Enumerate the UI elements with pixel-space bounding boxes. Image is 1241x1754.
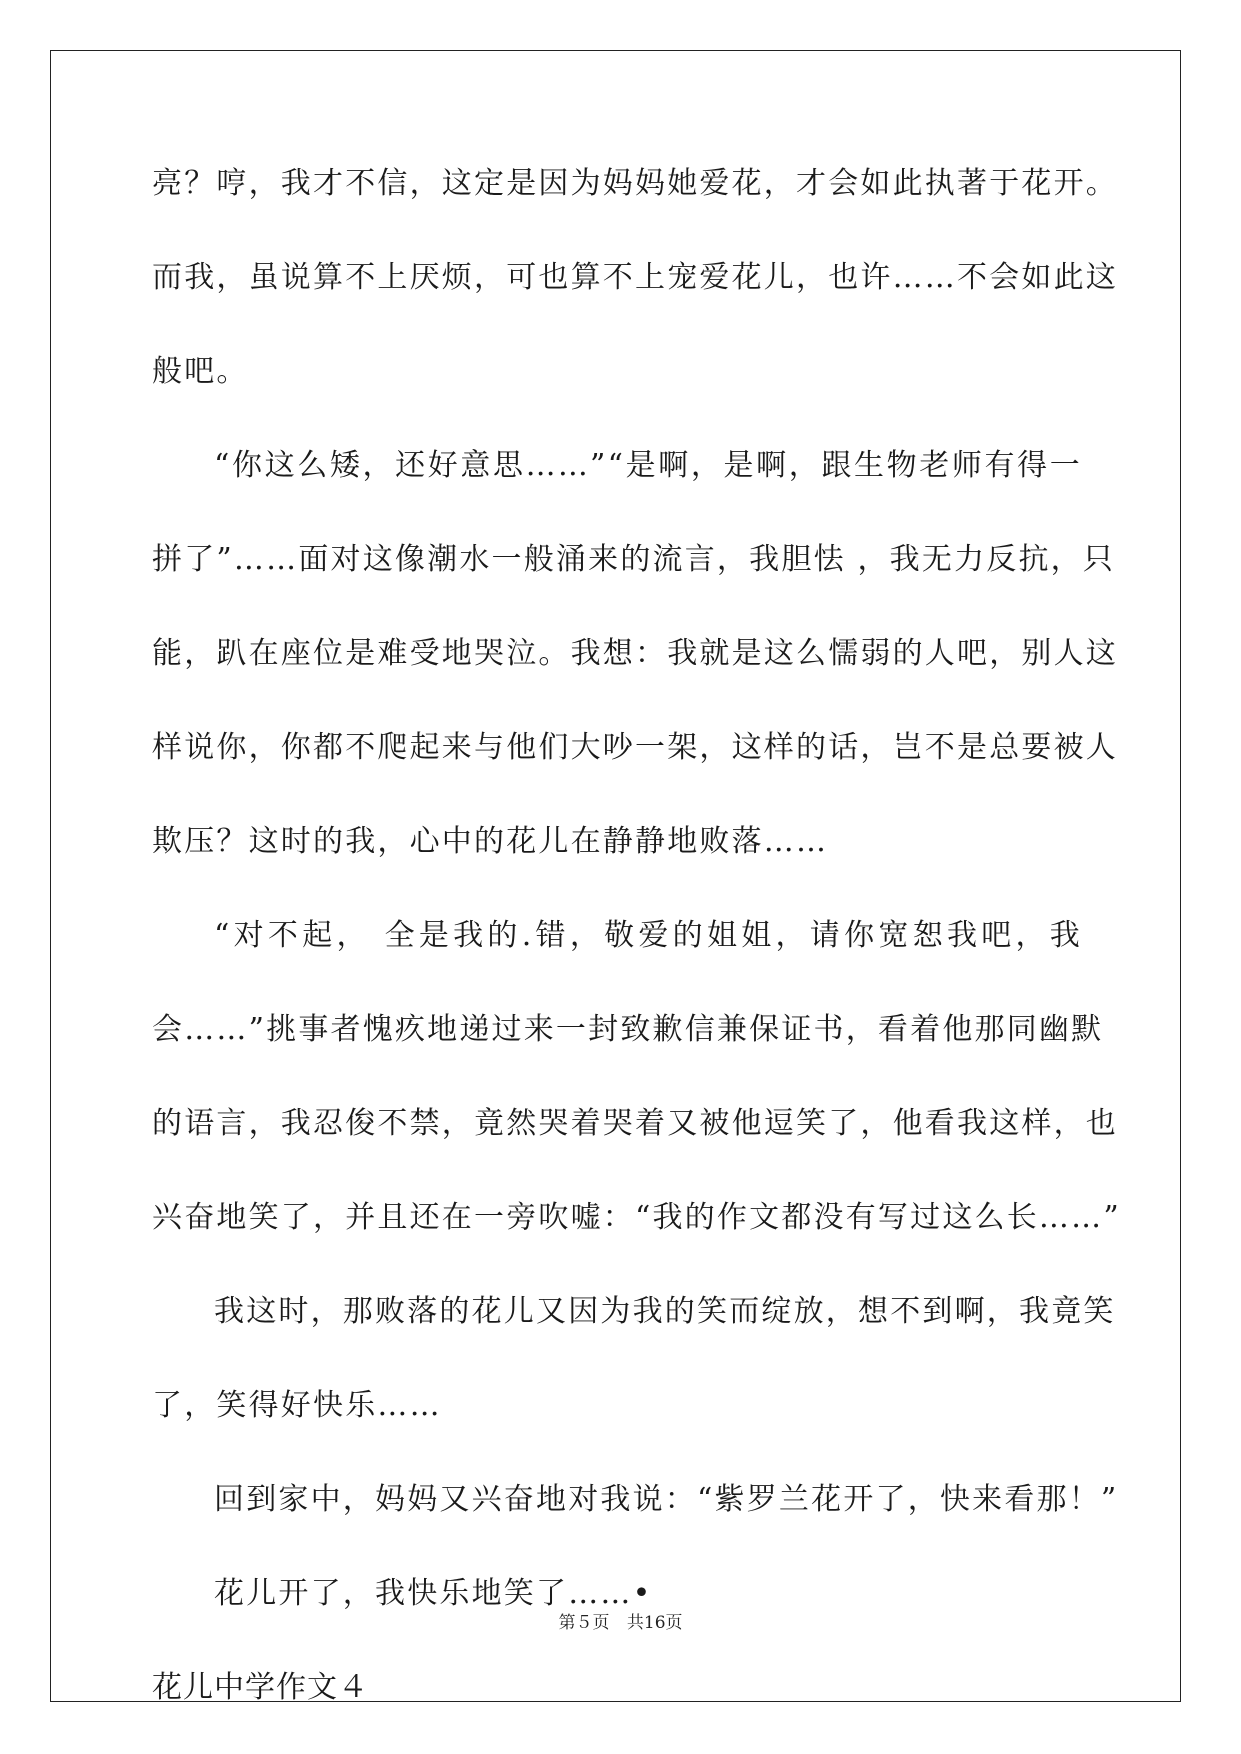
text-line: 的语言，我忍俊不禁，竟然哭着哭着又被他逗笑了，他看我这样，也	[152, 1106, 1118, 1141]
section-heading: 花儿中学作文４	[152, 1670, 369, 1705]
text-line: “你这么矮，还好意思……”“是啊，是啊，跟生物老师有得一	[214, 448, 1082, 483]
text-line: “对不起， 全是我的.错，敬爱的姐姐，请你宽恕我吧，我	[214, 918, 1082, 953]
text-line: 般吧。	[152, 354, 249, 389]
page-total: 共16页	[626, 1613, 683, 1633]
text-line: 欺压？这时的我，心中的花儿在静静地败落……	[152, 824, 829, 859]
text-line: 会……”挑事者愧疚地递过来一封致歉信兼保证书，看着他那同幽默	[152, 1012, 1104, 1047]
document-body	[152, 150, 1121, 1748]
text-line: 花儿开了，我快乐地笑了……•	[214, 1576, 653, 1611]
text-line: 拼了”……面对这像潮水一般涌来的流言，我胆怯 ，我无力反抗，只	[152, 542, 1116, 577]
page-footer	[0, 1608, 1241, 1633]
text-line: 亮？哼，我才不信，这定是因为妈妈她爱花，才会如此执著于花开。	[152, 166, 1118, 201]
text-line: 而我，虽说算不上厌烦，可也算不上宠爱花儿，也许……不会如此这	[152, 260, 1118, 295]
text-line: 回到家中，妈妈又兴奋地对我说：“紫罗兰花开了，快来看那！”	[214, 1482, 1119, 1517]
text-line: 兴奋地笑了，并且还在一旁吹嘘：“我的作文都没有写过这么长……”	[152, 1200, 1121, 1235]
text-line: 了，笑得好快乐……	[152, 1388, 442, 1423]
page-number: 第５页	[558, 1613, 610, 1633]
text-line: 样说你，你都不爬起来与他们大吵一架，这样的话，岂不是总要被人	[152, 730, 1118, 765]
text-line: 我这时，那败落的花儿又因为我的笑而绽放，想不到啊，我竟笑	[214, 1294, 1116, 1329]
text-line: 能，趴在座位是难受地哭泣。我想：我就是这么懦弱的人吧，别人这	[152, 636, 1118, 671]
